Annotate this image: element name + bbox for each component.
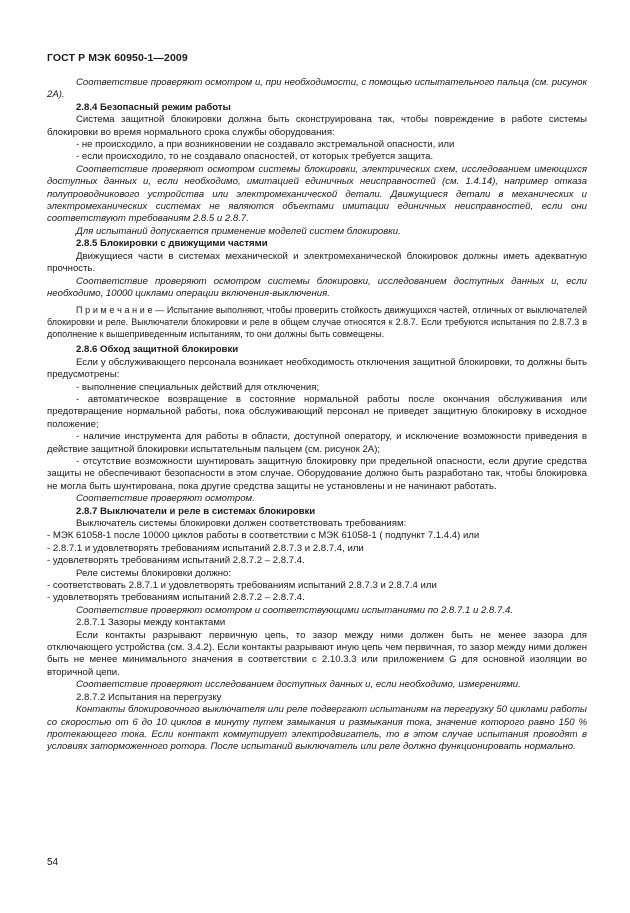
section-heading: 2.8.5 Блокировки с движущими частями — [76, 238, 268, 250]
page-number: 54 — [47, 857, 59, 868]
body-paragraph: Выключатель системы блокировки должен соответствовать требованиям: — [76, 518, 407, 529]
compliance-paragraph: Контакты блокировочного выключателя или реле подвергают испытаниям на перегрузку 50 циклами работы со скоростью от 6 до 10 циклов в минуту путем замыкания и размыкания тока, значение которого равно 150 % протекающего тока. Если контакт коммутирует электродвигатель, то в этом случае испытания проводят в условиях заторможенного ротора. После испытаний выключатель или реле должно функционировать нормально. — [47, 704, 587, 753]
body-paragraph: Реле системы блокировки должно: — [76, 567, 232, 579]
subsection-heading: 2.8.7.1 Зазоры между контактами — [76, 617, 226, 629]
compliance-paragraph: Соответствие проверяют осмотром и соответствующими испытаниями по 2.8.7.1 и 2.8.7.4. — [76, 604, 514, 616]
section-heading: 2.8.6 Обход защитной блокировки — [76, 344, 239, 356]
compliance-paragraph: Соответствие проверяют исследованием доступных данных и, если необходимо, измерениями. — [76, 679, 521, 691]
list-item: - не происходило, а при возникновении не создавало экстремальной опасности, или — [76, 139, 455, 151]
list-item: - удовлетворять требованиям испытаний 2.8.7.2 – 2.8.7.4. — [47, 555, 305, 567]
note-paragraph: П р и м е ч а н и е — Испытание выполняют, чтобы проверить стойкость движущихся частей, отличных от выключателей блокировки и реле. Выключатели блокировки и реле в общем случае относятся к 2.8.7. Если требуются испытания по 2.8.7.3 в дополнение к вышеприведенным испытаниям, то они должны быть совмещены. — [47, 305, 587, 340]
body-paragraph: Система защитной блокировки должна быть сконструирована так, чтобы повреждение в работе системы блокировки во время нормального срока службы оборудования: — [47, 114, 587, 138]
list-item: - МЭК 61058-1 после 10000 циклов работы в соответствии с МЭК 61058-1 ( подпункт 7.1.4.4) или — [47, 530, 480, 542]
document-header: ГОСТ Р МЭК 60950-1—2009 — [47, 52, 188, 64]
list-item: - автоматическое возвращение в состояние нормальной работы после окончания обслуживания или предотвращение нормальной работы, пока обслуживающий персонал не приведет защитную блокировку в исходное положение; — [47, 393, 587, 430]
compliance-paragraph: Для испытаний допускается применение моделей систем блокировки. — [76, 225, 401, 237]
list-item: - выполнение специальных действий для отключения; — [76, 381, 320, 393]
body-paragraph: Движущиеся части в системах механической и электромеханической блокировок должны иметь адекватную прочность. — [47, 250, 587, 275]
compliance-paragraph: Соответствие проверяют осмотром и, при необходимости, с помощью испытательного пальца (см. рисунок 2А). — [47, 77, 587, 101]
body-paragraph: Если у обслуживающего персонала возникает необходимость отключения защитной блокировки, то должны быть предусмотрены: — [47, 356, 587, 381]
compliance-paragraph: Соответствие проверяют осмотром системы блокировки, электрических схем, исследованием имеющихся доступных данных и, если необходимо, имитацией единичных неисправностей (см. 1.4.14), например отказа полупроводникового устройства или электромеханической детали. Движущиеся детали в механических и электромеханических системах не являются объектами имитации единичных неисправностей, если они соответствуют требованиям 2.8.5 и 2.8.7. — [47, 163, 587, 225]
body-paragraph: Если контакты разрывают первичную цепь, то зазор между ними должен быть не менее зазора для отключающего устройства (см. 3.4.2). Если контакты разрывают иную цепь чем первичная, то зазор между ними должен быть не менее минимального значения в соответствии с 2.10.3.3 или приложением G для основной изоляции во вторичной цепи. — [47, 629, 587, 678]
list-item: - соответствовать 2.8.7.1 и удовлетворять требованиям испытаний 2.8.7.3 и 2.8.7.4 или — [47, 580, 437, 592]
list-item: - если происходило, то не создавало опасностей, от которых требуется защита. — [76, 151, 434, 163]
document-body — [47, 77, 587, 754]
section-heading: 2.8.7 Выключатели и реле в системах блокировки — [76, 505, 316, 517]
list-item: - наличие инструмента для работы в области, доступной оператору, и исключение возможности приведения в действие защитной блокировки испытательным пальцем (см. рисунок 2А); — [47, 431, 587, 455]
section-heading: 2.8.4 Безопасный режим работы — [76, 101, 231, 113]
compliance-paragraph: Соответствие проверяют осмотром системы блокировки, исследованием доступных данных и, если необходимо, 10000 циклами операции включения-выключения. — [47, 275, 587, 299]
compliance-paragraph: Соответствие проверяют осмотром. — [76, 493, 255, 505]
list-item: - удовлетворять требованиям испытаний 2.8.7.2 – 2.8.7.4. — [47, 592, 305, 604]
list-item: - 2.8.7.1 и удовлетворять требованиям испытаний 2.8.7.3 и 2.8.7.4, или — [47, 542, 364, 554]
list-item: - отсутствие возможности шунтировать защитную блокировку при предельной опасности, если другие средства защиты не обеспечивают безопасности в этом случае. Оборудование должно быть разработано так, чтобы блокировка не могла быть шунтирована, пока другие средства защиты не установлены и не начинают работать. — [47, 455, 587, 492]
subsection-heading: 2.8.7.2 Испытания на перегрузку — [76, 691, 222, 703]
